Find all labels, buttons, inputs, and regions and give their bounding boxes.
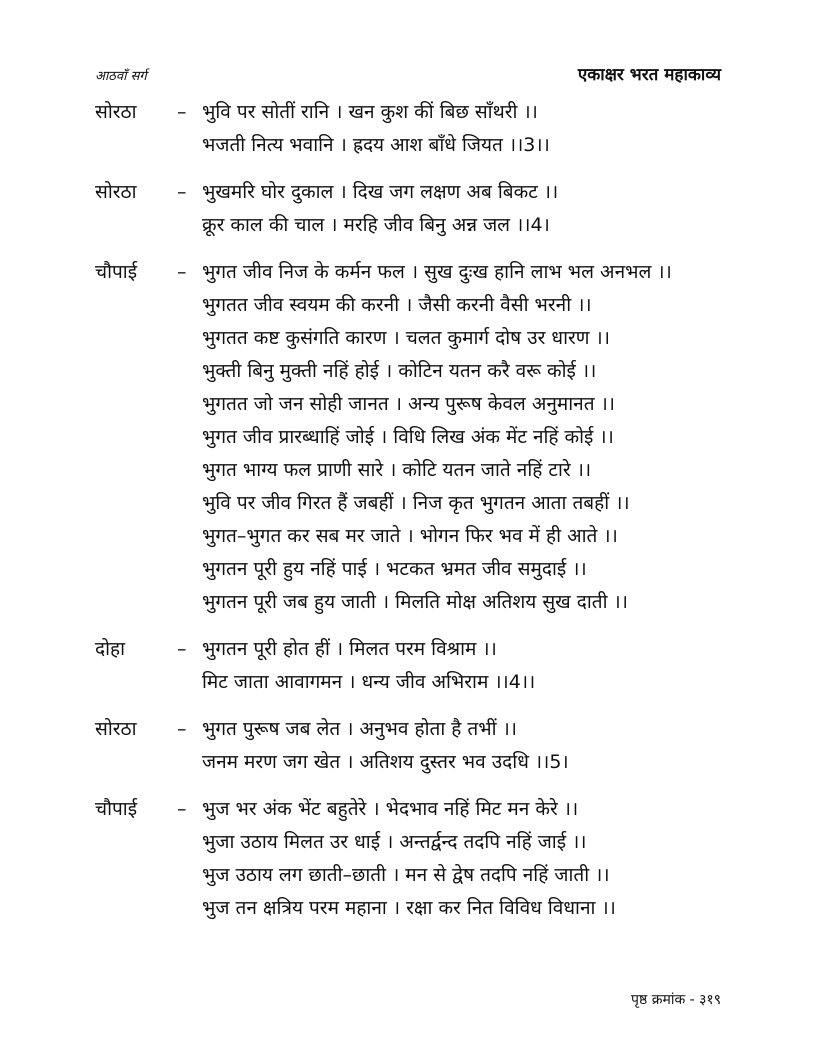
verse-text: भुगत जीव निज के कर्मन फल । सुख दुःख हानि लाभ भल अनभल ।। <box>202 261 672 283</box>
verse-line <box>95 96 725 129</box>
verse-line <box>95 666 725 699</box>
verse-text: क्रूर काल की चाल । मरहि जीव बिनु अन्न जल ।।4। <box>202 214 550 236</box>
verse-text: भुज भर अंक भेंट बहुतेरे । भेदभाव नहिं मिट मन केरे ।। <box>202 798 579 820</box>
meter-label: दोहा <box>95 638 126 660</box>
chapter-header: आठवाँ सर्ग <box>95 69 147 84</box>
verse-text: भुगत भाग्य फल प्राणी सारे । कोटि यतन जाते नहिं टारे ।। <box>202 459 592 481</box>
verse-text: भुगतन पूरी होत हीं । मिलत परम विश्राम ।। <box>202 638 497 660</box>
verse-line <box>95 289 725 322</box>
verse-text: भुगतन पूरी जब हुय जाती । मिलति मोक्ष अतिशय सुख दाती ।। <box>202 591 628 613</box>
verse-line <box>95 746 725 779</box>
meter-label: सोरठा <box>95 181 137 203</box>
meter-dash: – <box>177 181 187 203</box>
meter-label: चौपाई <box>95 261 138 283</box>
verse-text: भुखमरि घोर दुकाल । दिख जग लक्षण अब बिकट ।। <box>202 181 559 203</box>
verse-line <box>95 553 725 586</box>
verse-line <box>95 388 725 421</box>
verse-line <box>95 487 725 520</box>
book-title-header: एकाक्षर भरत महाकाव्य <box>577 65 721 85</box>
verse-text: जनम मरण जग खेत । अतिशय दुस्तर भव उदधि ।।5। <box>202 751 569 773</box>
verse-line <box>95 633 725 666</box>
verse-text: भुगत पुरूष जब लेत । अनुभव होता है तभीं ।। <box>202 718 517 740</box>
verse-text: भुज उठाय लग छाती–छाती । मन से द्वेष तदपि नहिं जाती ।। <box>202 864 610 886</box>
verse-line <box>95 454 725 487</box>
verse-line <box>95 322 725 355</box>
stanza <box>95 176 725 242</box>
meter-label: सोरठा <box>95 101 137 123</box>
verse-text: भजती नित्य भवानि । ह्रदय आश बाँधे जियत ।।3।। <box>202 134 550 156</box>
verse-text: भुगत–भुगत कर सब मर जाते । भोगन फिर भव में ही आते ।। <box>202 525 618 547</box>
verse-text: मिट जाता आवागमन । धन्य जीव अभिराम ।।4।। <box>202 671 536 693</box>
verse-line <box>95 355 725 388</box>
verse-line <box>95 421 725 454</box>
stanza <box>95 256 725 619</box>
stanza <box>95 713 725 779</box>
meter-dash: – <box>177 798 187 820</box>
verse-text: भुक्ती बिनु मुक्ती नहिं होई । कोटिन यतन करै वरू कोई ।। <box>202 360 597 382</box>
verse-text: भुवि पर जीव गिरत हैं जबहीं । निज कृत भुगतन आता तबहीं ।। <box>202 492 630 514</box>
verse-line <box>95 586 725 619</box>
verse-line <box>95 859 725 892</box>
meter-label: सोरठा <box>95 718 137 740</box>
meter-dash: – <box>177 101 187 123</box>
meter-dash: – <box>177 261 187 283</box>
verse-line <box>95 176 725 209</box>
verse-line <box>95 892 725 925</box>
verse-line <box>95 713 725 746</box>
verse-text: भुगतत कष्ट कुसंगति कारण । चलत कुमार्ग दोष उर धारण ।। <box>202 327 610 349</box>
meter-dash: – <box>177 718 187 740</box>
stanza <box>95 793 725 925</box>
stanza <box>95 96 725 162</box>
verse-text: भुगत जीव प्रारब्धाहिं जोई । विधि लिख अंक मेंट नहिं कोई ।। <box>202 426 614 448</box>
verse-line <box>95 129 725 162</box>
verse-line <box>95 209 725 242</box>
meter-label: चौपाई <box>95 798 138 820</box>
verse-text: भुगतत जो जन सोही जानत । अन्य पुरूष केवल अनुमानत ।। <box>202 393 615 415</box>
verse-line <box>95 256 725 289</box>
verse-text: भुगतन पूरी हुय नहिं पाई । भटकत भ्रमत जीव समुदाई ।। <box>202 558 587 580</box>
verse-text: भुवि पर सोतीं रानि । खन कुश कीं बिछ साँथरी ।। <box>202 101 538 123</box>
page-number: पृष्ठ क्रमांक - ३१९ <box>631 992 721 1008</box>
verse-line <box>95 793 725 826</box>
meter-dash: – <box>177 638 187 660</box>
verse-body <box>95 96 725 939</box>
verse-line <box>95 520 725 553</box>
verse-text: भुजा उठाय मिलत उर धाई । अन्तर्द्वन्द तदपि नहिं जाई ।। <box>202 831 587 853</box>
stanza <box>95 633 725 699</box>
verse-text: भुगतत जीव स्वयम की करनी । जैसी करनी वैसी भरनी ।। <box>202 294 592 316</box>
verse-line <box>95 826 725 859</box>
verse-text: भुज तन क्षत्रिय परम महाना । रक्षा कर नित विविध विधाना ।। <box>202 897 616 919</box>
